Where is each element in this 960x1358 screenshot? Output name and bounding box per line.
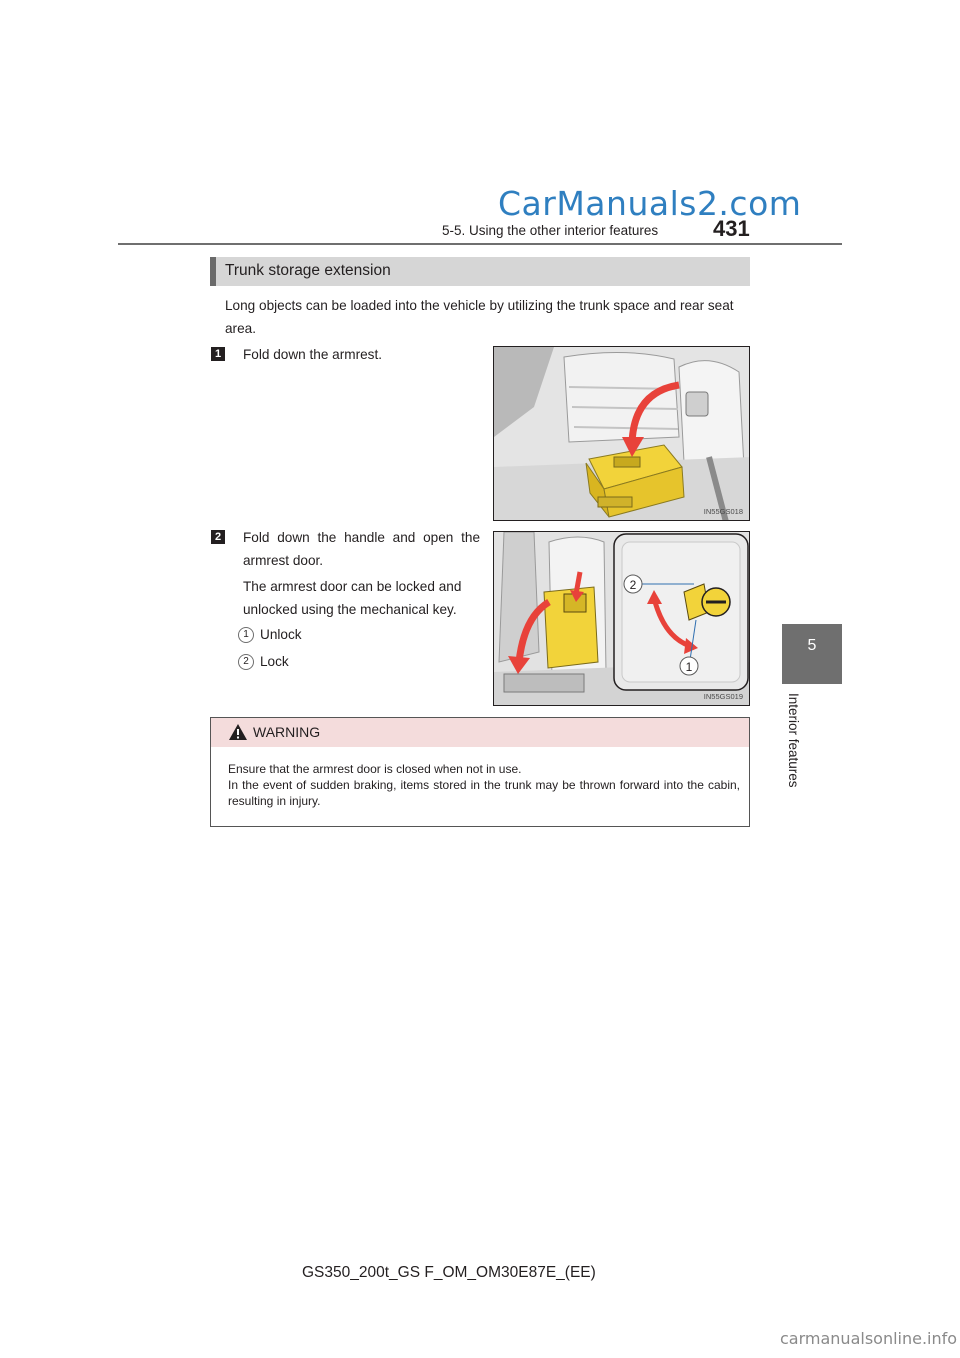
- warning-triangle-icon: [228, 723, 248, 741]
- step-badge-2: 2: [211, 530, 225, 544]
- section-intro: Long objects can be loaded into the vehicle by utilizing the trunk space and rear seat area.: [225, 298, 734, 336]
- header-rule: [118, 243, 842, 245]
- warning-title: WARNING: [253, 724, 321, 740]
- footer-model-code: GS350_200t_GS F_OM_OM30E87E_(EE): [302, 1264, 596, 1281]
- armrest-door-illustration: [494, 532, 750, 706]
- page-number: 431: [713, 216, 750, 241]
- chapter-title: Interior features: [786, 693, 801, 788]
- step-2-text: Fold down the handle and open the armrest door.: [243, 530, 480, 568]
- callout-1-number: 1: [238, 627, 254, 643]
- figure-armrest-fold: [493, 346, 750, 521]
- figure-armrest-door: [493, 531, 750, 706]
- figure-code-2: IN55GS019: [703, 692, 743, 701]
- step-1-text: Fold down the armrest.: [243, 347, 383, 362]
- figure-code-1: IN55GS018: [703, 507, 743, 516]
- chapter-number: 5: [807, 637, 817, 654]
- svg-text:1: 1: [685, 660, 693, 674]
- warning-line-1: Ensure that the armrest door is closed when not in use.: [228, 762, 522, 776]
- warning-text: [228, 761, 740, 809]
- svg-text:2: 2: [629, 578, 637, 592]
- step-badge-1: 1: [211, 347, 225, 361]
- watermark-logo-top[interactable]: CarManuals2.com: [498, 184, 802, 223]
- header-section-title: 5-5. Using the other interior features: [442, 223, 659, 238]
- warning-line-2: In the event of sudden braking, items stored in the trunk may be thrown forward into the cabin, resulting in injury.: [228, 778, 740, 808]
- callout-1-label: Unlock: [260, 627, 302, 642]
- step-2-note: The armrest door can be locked and unlocked using the mechanical key.: [243, 579, 462, 617]
- callout-2-number: 2: [238, 654, 254, 670]
- callout-2-label: Lock: [260, 654, 289, 669]
- watermark-logo-bottom[interactable]: carmanualsonline.info: [780, 1329, 958, 1348]
- armrest-fold-illustration: [494, 347, 750, 521]
- section-title: Trunk storage extension: [225, 262, 391, 279]
